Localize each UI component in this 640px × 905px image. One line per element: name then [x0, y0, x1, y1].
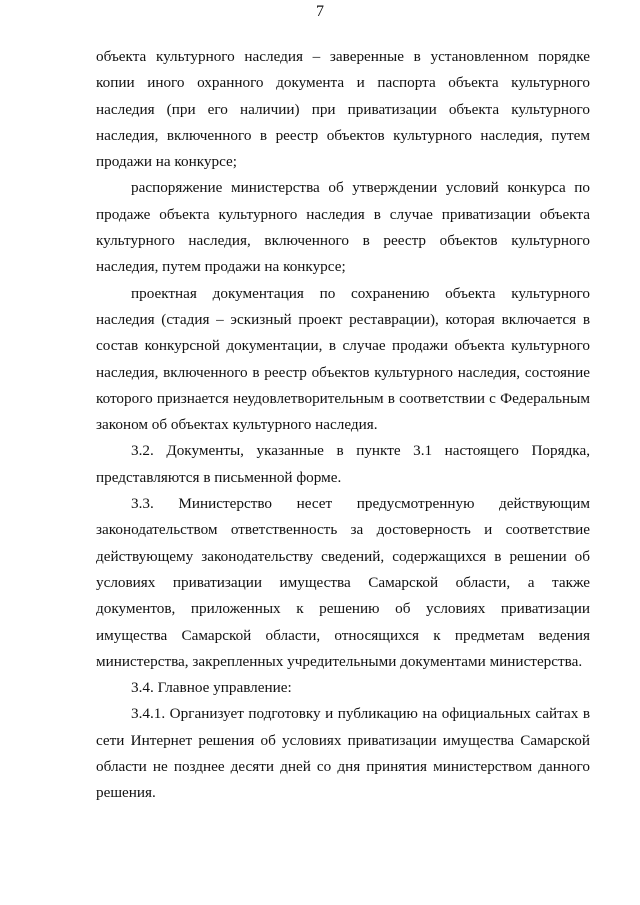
page-number: 7	[316, 3, 324, 20]
paragraph-ministry-order: распоряжение министерства об утверждении условий конкурса по продаже объекта культурного наследия в случае приватизации объекта культурного наследия, включенного в реестр объектов культурного наследия, путем продажи на конкурсе;	[96, 179, 590, 276]
paragraph-3-4: 3.4. Главное управление:	[131, 679, 292, 697]
document-body	[96, 44, 590, 807]
paragraph-3-2: 3.2. Документы, указанные в пункте 3.1 настоящего Порядка, представляются в письменной форме.	[96, 442, 590, 486]
paragraph-continuation: объекта культурного наследия – заверенные в установленном порядке копии иного охранного документа и паспорта объекта культурного наследия (при его наличии) при приватизации объекта культурного наследия, включенного в реестр объектов культурного наследия, путем продажи на конкурсе;	[96, 48, 590, 171]
paragraph-project-documentation: проектная документация по сохранению объекта культурного наследия (стадия – эскизный проект реставрации), которая включается в состав конкурсной документации, в случае продажи объекта культурного наследия, включенного в реестр объектов культурного наследия, состояние которого признается неудовлетворительным в соответствии с Федеральным законом об объектах культурного наследия.	[96, 284, 590, 434]
paragraph-3-3: 3.3. Министерство несет предусмотренную действующим законодательством ответственность за достоверность и соответствие действующему законодательству сведений, содержащихся в решении об условиях приватизации имущества Самарской области, а также документов, приложенных к решению об условиях приватизации имущества Самарской области, относящихся к предметам ведения министерства, закрепленных учредительными документами министерства.	[96, 495, 590, 670]
paragraph-3-4-1: 3.4.1. Организует подготовку и публикацию на официальных сайтах в сети Интернет решения об условиях приватизации имущества Самарской области не позднее десяти дней со дня принятия министерством данного решения.	[96, 705, 590, 802]
